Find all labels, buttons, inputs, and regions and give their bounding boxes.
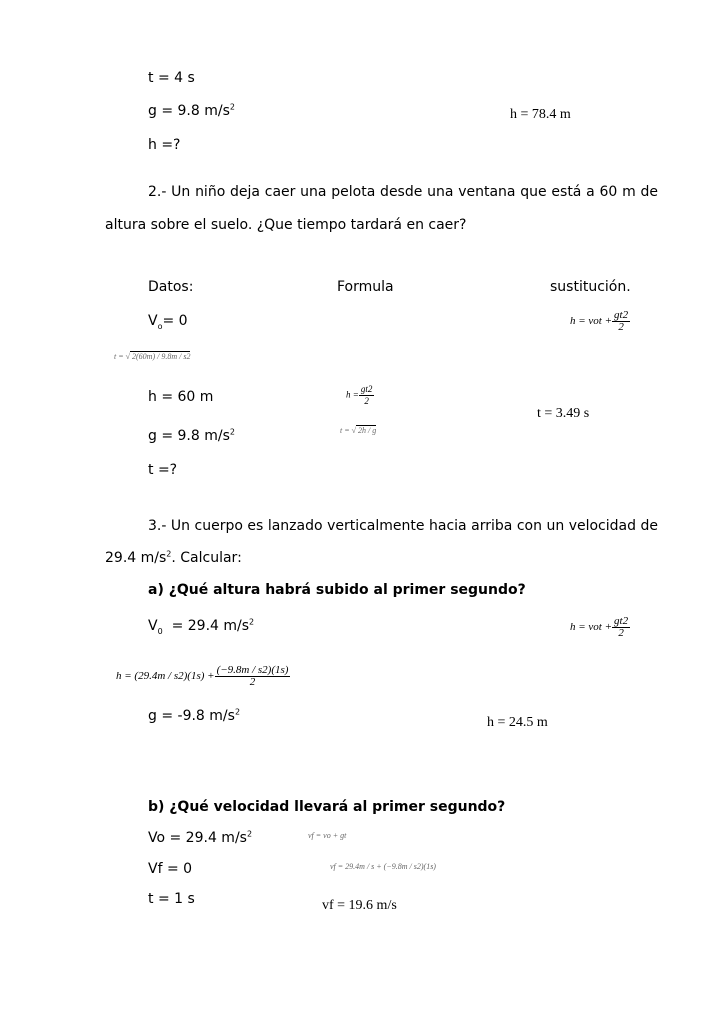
p3a-v0-exp: 2 xyxy=(249,617,255,627)
p3a-g-line xyxy=(148,708,240,724)
p1-h-line: h =? xyxy=(148,137,181,153)
p3a-result: h = 24.5 m xyxy=(487,715,548,730)
p3-statement-line1: 3.- Un cuerpo es lanzado verticalmente hacia arriba con un velocidad de xyxy=(148,518,658,534)
p3a-formula xyxy=(570,616,630,639)
p2-vo-line xyxy=(148,313,188,329)
p3a-formula-den: 2 xyxy=(618,627,624,639)
p3a-formula-lhs: h = vot + xyxy=(570,621,613,634)
p3b-vo-exp: 2 xyxy=(246,829,253,839)
p2-result: t = 3.49 s xyxy=(537,406,590,421)
p2-sqrt-mid-prefix: t = xyxy=(340,426,350,435)
p2-sqrt-left-body: 2(60m) / 9.8m / s2 xyxy=(132,352,191,361)
p2-t-line: t =? xyxy=(148,462,178,478)
p2-vo-label: V xyxy=(148,313,158,329)
p3a-subst-frac xyxy=(215,665,291,688)
p3b-result: vf = 19.6 m/s xyxy=(322,898,397,913)
p2-sqrt-mid-body: 2h / g xyxy=(358,426,377,435)
p3a-v0-label: V xyxy=(148,618,158,634)
p1-result: h = 78.4 m xyxy=(510,107,571,122)
p2-formula-h xyxy=(346,384,374,407)
p3b-vo-line xyxy=(148,830,252,846)
p2-col-formula: Formula xyxy=(337,279,394,295)
p3a-v0-sub: 0 xyxy=(157,626,163,636)
p2-g-line xyxy=(148,428,235,444)
p2-formula-vot-den: 2 xyxy=(618,321,624,333)
p3b-vo-text: Vo = 29.4 m/s xyxy=(148,830,247,846)
p2-formula-h-num: gt2 xyxy=(360,384,373,394)
p2-col-sustitucion: sustitución. xyxy=(550,279,631,295)
p2-formula-vot xyxy=(570,310,630,333)
p3-statement-line2-rest: . Calcular: xyxy=(171,550,242,566)
p3-statement-line2-main: 29.4 m/s xyxy=(105,550,167,566)
p3b-vf-line: Vf = 0 xyxy=(148,861,193,877)
p2-sqrt-mid: t = √ 2h / g xyxy=(340,426,377,435)
p2-formula-h-frac xyxy=(359,384,375,407)
p3-statement-line2-exp: 2 xyxy=(166,549,172,559)
p3a-v0-line xyxy=(148,618,254,634)
p3a-g-text: g = -9.8 m/s xyxy=(148,708,235,724)
p1-g-exp: 2 xyxy=(229,102,235,112)
p2-statement-line1: 2.- Un niño deja caer una pelota desde una ventana que está a 60 m de xyxy=(148,184,658,200)
p3-statement-line2 xyxy=(105,550,242,566)
p1-t-line: t = 4 s xyxy=(148,70,195,86)
p3b-substitution: vf = 29.4m / s + (−9.8m / s2)(1s) xyxy=(330,862,436,871)
p2-statement-line2: altura sobre el suelo. ¿Que tiempo tardará en caer? xyxy=(105,217,467,233)
p2-sqrt-left: t = √ 2(60m) / 9.8m / s2 xyxy=(114,352,191,361)
p2-formula-h-lhs: h = xyxy=(346,389,359,400)
p2-g-text: g = 9.8 m/s xyxy=(148,428,230,444)
p2-sqrt-left-prefix: t = xyxy=(114,352,124,361)
p3b-t-line: t = 1 s xyxy=(148,891,195,907)
p2-g-exp: 2 xyxy=(229,427,235,437)
p2-formula-vot-num: gt2 xyxy=(614,309,629,321)
p3b-question: b) ¿Qué velocidad llevará al primer segundo? xyxy=(148,799,506,815)
p2-vo-value: = 0 xyxy=(162,313,188,329)
p3a-substitution xyxy=(116,665,290,688)
p3a-formula-num: gt2 xyxy=(614,615,629,627)
p2-h-line: h = 60 m xyxy=(148,389,214,405)
p3a-formula-frac xyxy=(612,616,630,639)
p2-formula-h-den: 2 xyxy=(364,396,369,406)
p2-vo-sub: o xyxy=(157,321,163,331)
p3a-subst-num: (−9.8m / s2)(1s) xyxy=(216,664,289,676)
p3a-question: a) ¿Qué altura habrá subido al primer segundo? xyxy=(148,582,526,598)
p2-col-datos: Datos: xyxy=(148,279,194,295)
p3a-subst-den: 2 xyxy=(249,676,256,688)
p2-formula-vot-lhs: h = vot + xyxy=(570,315,613,328)
p3a-g-exp: 2 xyxy=(234,707,241,717)
p1-g-line xyxy=(148,103,235,119)
p3a-subst-lhs: h = (29.4m / s2)(1s) + xyxy=(116,670,215,683)
p2-formula-vot-frac xyxy=(612,310,630,333)
p3a-v0-value: = 29.4 m/s xyxy=(171,618,250,634)
p3b-formula: vf = vo + gt xyxy=(308,831,347,840)
p1-g-text: g = 9.8 m/s xyxy=(148,103,230,119)
